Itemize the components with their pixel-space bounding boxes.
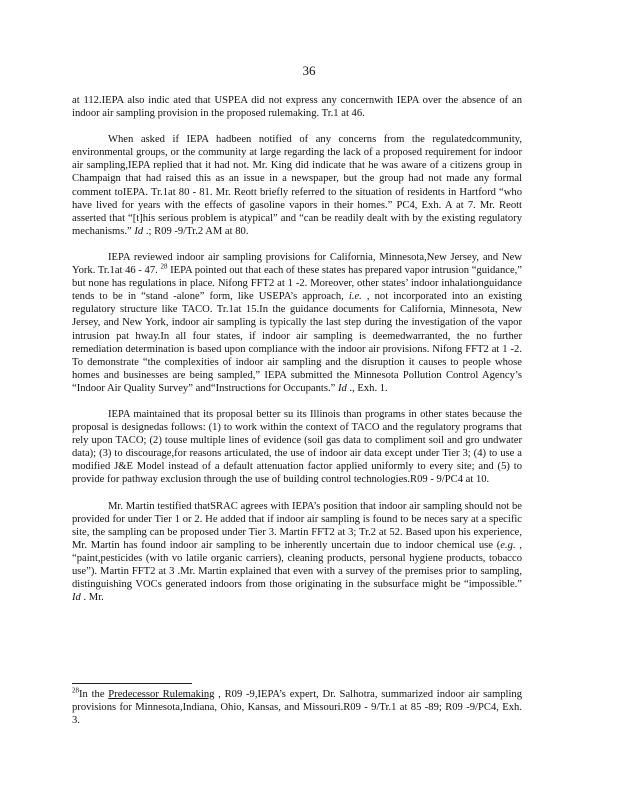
paragraph-2-text-end: .; R09 -9/Tr.2 AM at 80. [143, 225, 249, 237]
paragraph-3-text-2: IEPA pointed out that each of these states has prepared vapor intrusion “guidance,” but none has regulations in place. Nifong FFT2 at 1 -2. Moreover, other states’ indoor inhalationguidance tends to be in “stand -alone” form, like USEPA’s approach, [72, 265, 522, 303]
paragraph-1-text: at 112.IEPA also indic ated that USPEA did not express any concernwith IEPA over the absence of an indoor air sampling provision in the proposed rulemaking. Tr.1 at 46. [72, 95, 522, 120]
citation-eg: e.g. [500, 539, 516, 551]
paragraph-3-text-end: ., Exh. 1. [346, 382, 388, 394]
footnote-text: In the [79, 689, 109, 700]
paragraph-5-text: Mr. Martin testified thatSRAC agrees with IEPA’s position that indoor air sampling should not be provided for under Tier 1 or 2. He added that if indoor air sampling is found to be neces sary at a specific site, the sampling can be proposed under Tier 3. Martin FFT2 at 3; Tr.2 at 52. Based upon his experience, Mr. Martin has found indoor air sampling to be inherently uncertain due to indoor chemical use ( [72, 500, 522, 551]
citation-id: Id [337, 382, 347, 394]
page-number: 36 [302, 63, 316, 78]
paragraph-3-text-3: , not incorporated into an existing regulatory structure like TACO. Tr.1at 15.In the guidance documents for California, Minnesota, New Jersey, and New York, indoor air sampling is typically the last step during the investigation of the vapor intrusion pat hway.In all four states, if indoor air sampling is deemedwarranted, the no further remediation determination is based upon compliance with the indoor air provisions. Nifong FFT2 at 1 -2. To demonstrate “the complexities of indoor air sampling and the disruption it causes to people whose homes and businesses are being sampled,” IEPA submitted the Minnesota Pollution Control Agency’s “Indoor Air Quality Survey” and“Instructions for Occupants.” [72, 291, 522, 394]
paragraph-3 [72, 251, 522, 395]
paragraph-4-text: IEPA maintained that its proposal better su its Illinois than programs in other states because the proposal is designedas follows: (1) to work within the context of TACO and the regulatory programs that rely upon TACO; (2) touse multiple lines of evidence (soil gas data to compliment soil and gro undwater data); (3) to discourage,for reasons articulated, the use of indoor air data except under Tier 3; (4) to use a modified J&E Model instead of a default attenuation factor applied uniformly to every site; and (5) to provide for pathway exclusion through the use of building control technologies.R09 - 9/PC4 at 10. [72, 408, 522, 486]
paragraph-3-text: IEPA reviewed indoor air sampling provisions for California, Minnesota,New Jersey, and New York. Tr.1at 46 - 47. [72, 251, 522, 277]
footnote-28 [72, 688, 522, 727]
paragraph-5-text-2: , “paint,pesticides (with vo latile organic carriers), cleaning products, personal hygiene products, tobacco use”). Martin FFT2 at 3 .Mr. Martin explained that even with a survey of the premises prior to sampling, distinguishing VOCs generated indoors from those originating in the subsurface might be “impossible.” [72, 539, 523, 591]
citation-id: Id [72, 592, 81, 604]
paragraph-2 [72, 133, 522, 238]
paragraph-4 [72, 408, 522, 487]
citation-id: Id [134, 225, 144, 237]
footnote-divider [72, 683, 192, 684]
paragraph-2-text: When asked if IEPA hadbeen notified of any concerns from the regulatedcommunity, environmental groups, or the community at large regarding the lack of a proposed requirement for indoor air sampling,IEPA replied that it had not. Mr. King did indicate that he was aware of a citizens group in Champaign that had raised this as an issue in a newspaper, but the group had not made any formal comment toIEPA. Tr.1at 80 - 81. Mr. Reott briefly referred to the situation of residents in Hartford “who have lived for years with the effects of gasoline vapors in their homes.” PC4, Exh. A at 7. Mr. Reott asserted that “[t]his serious problem is atypical” and “can be readily dealt with by the existing regulatory mechanisms.” [72, 134, 522, 237]
paragraph-5 [72, 500, 522, 605]
footnote-text-end: , R09 -9,IEPA’s expert, Dr. Salhotra, summarized indoor air sampling provisions for Minnesota,Indiana, Ohio, Kansas, and Missouri.R09 - 9/Tr.1 at 85 -89; R09 -9/PC4, Exh. 3. [72, 689, 522, 727]
paragraph-5-text-end: . Mr. [80, 592, 104, 604]
citation-ie: i.e. [348, 291, 362, 303]
paragraph-1 [72, 94, 522, 120]
footnote-number: 28 [72, 686, 79, 695]
footnote-ref-28: 28 [160, 262, 168, 271]
body-text [72, 94, 522, 617]
footnote-case-name: Predecessor Rulemaking [108, 689, 215, 700]
